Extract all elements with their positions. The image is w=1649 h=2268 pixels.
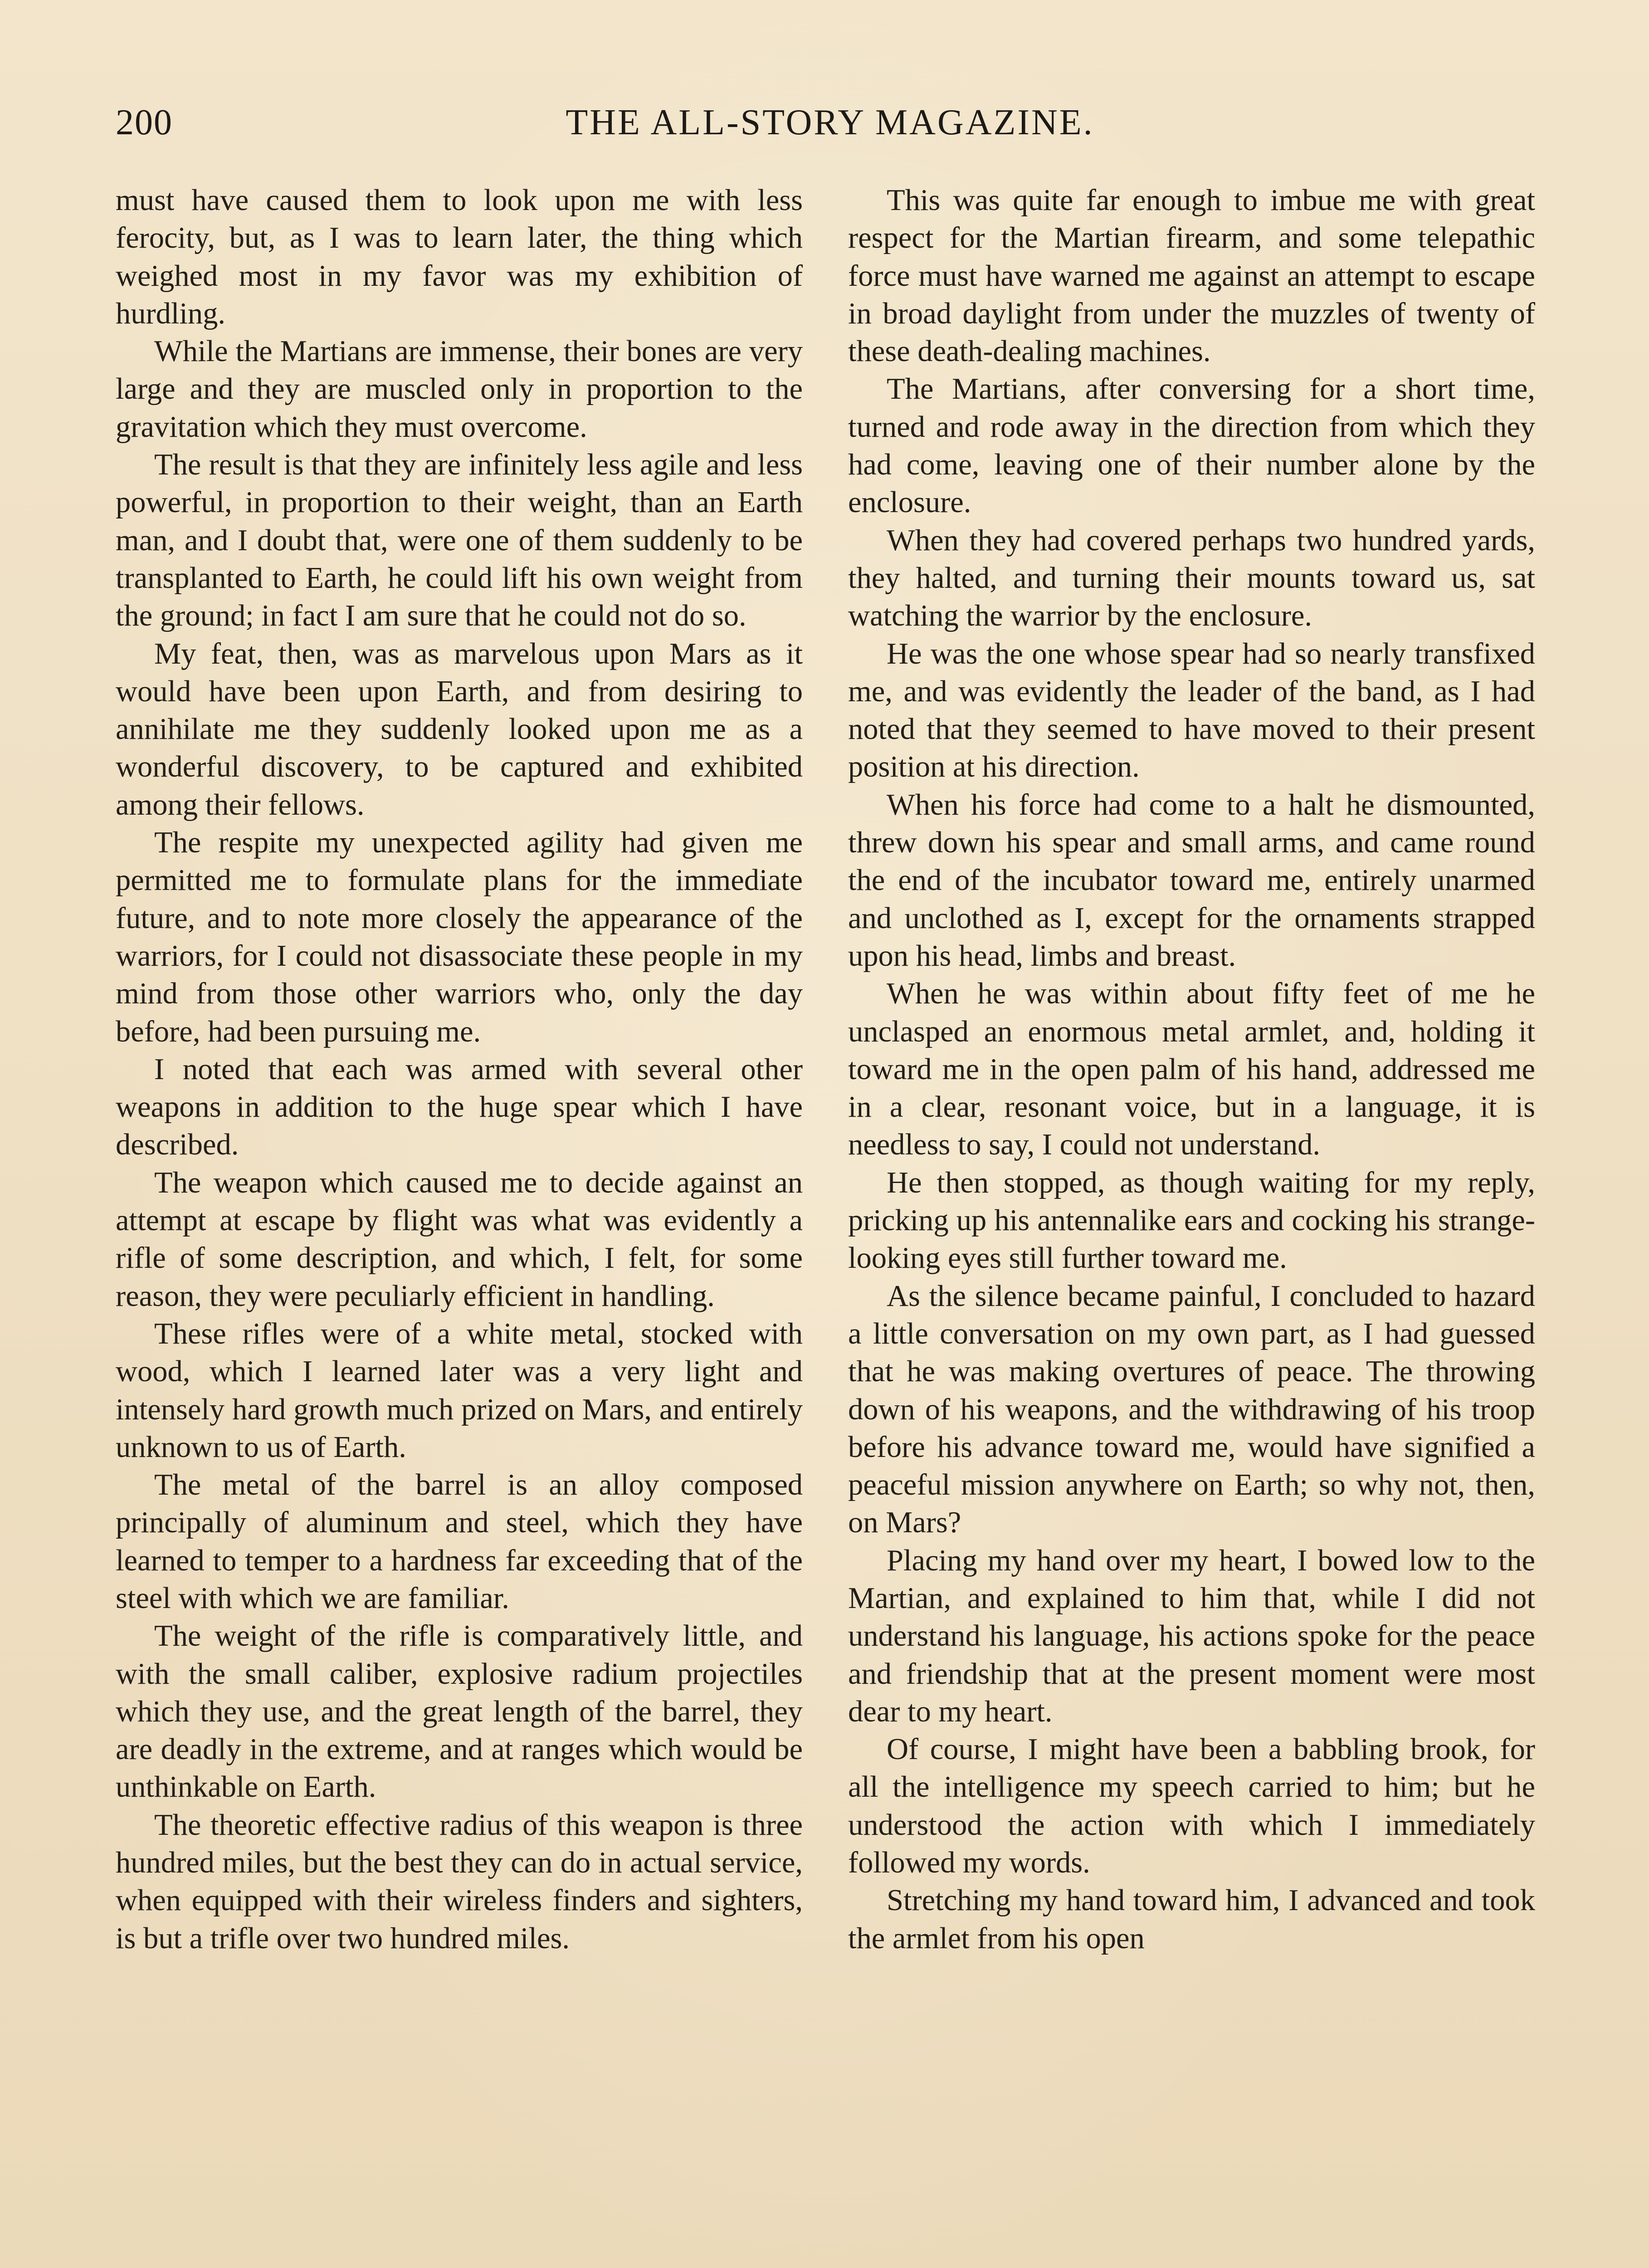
paragraph: He was the one whose spear had so nearly transfixed me, and was evidently the leader of the band, as I had noted that they seemed to have moved to their present position at his direction. — [848, 637, 1535, 784]
paragraph: Placing my hand over my heart, I bowed low to the Martian, and explained to him that, while I did not understand his language, his actions spoke for the peace and friendship that at the present moment were most dear to my heart. — [848, 1544, 1535, 1728]
paragraph: The metal of the barrel is an alloy composed principally of aluminum and steel, which they have learned to temper to a hardness far exceeding that of the steel with which we are familiar. — [116, 1468, 803, 1615]
paragraph: The weapon which caused me to decide against an attempt at escape by flight was what was evidently a rifle of some description, and which, I felt, for some reason, they were peculiarly efficient in handling. — [116, 1166, 803, 1313]
paragraph: When they had covered perhaps two hundred yards, they halted, and turning their mounts toward us, sat watching the warrior by the enclosure. — [848, 523, 1535, 633]
paragraph: The Martians, after conversing for a short time, turned and rode away in the direction from which they had come, leaving one of their number alone by the enclosure. — [848, 372, 1535, 519]
paragraph: The respite my unexpected agility had given me permitted me to formulate plans for the immediate future, and to note more closely the appearance of the warriors, for I could not disassociate these people in my mind from those other warriors who, only the day before, had been pursuing me. — [116, 826, 803, 1048]
paragraph: My feat, then, was as marvelous upon Mars as it would have been upon Earth, and from desiring to annihilate me they suddenly looked upon me as a wonderful discovery, to be captured and exhibited among their fellows. — [116, 637, 803, 821]
paragraph: When his force had come to a halt he dismounted, threw down his spear and small arms, and came round the end of the incubator toward me, entirely unarmed and unclothed as I, except for the ornaments strapped upon his head, limbs and breast. — [848, 788, 1535, 973]
right-column — [848, 181, 1535, 1957]
paragraph: This was quite far enough to imbue me with great respect for the Martian firearm, and some telepathic force must have warned me against an attempt to escape in broad daylight from under the muzzles of twenty of these death-dealing machines. — [848, 184, 1535, 368]
left-column — [116, 181, 803, 1957]
paragraph: These rifles were of a white metal, stocked with wood, which I learned later was a very light and intensely hard growth much prized on Mars, and entirely unknown to us of Earth. — [116, 1317, 803, 1464]
paragraph: The result is that they are infinitely less agile and less powerful, in proportion to their weight, than an Earth man, and I doubt that, were one of them suddenly to be transplanted to Earth, he could lift his own weight from the ground; in fact I am sure that he could not do so. — [116, 448, 803, 633]
paragraph: Stretching my hand toward him, I advanced and took the armlet from his open — [848, 1884, 1535, 1955]
paragraph: The weight of the rifle is comparatively little, and with the small caliber, explosive radium projectiles which they use, and the great length of the barrel, they are deadly in the extreme, and at ranges which would be unthinkable on Earth. — [116, 1619, 803, 1804]
paragraph: As the silence became painful, I concluded to hazard a little conversation on my own part, as I had guessed that he was making overtures of peace. The throwing down of his weapons, and the withdrawing of his troop before his advance toward me, would have signified a peaceful mission anywhere on Earth; so why not, then, on Mars? — [848, 1279, 1535, 1540]
paragraph: While the Martians are immense, their bones are very large and they are muscled only in proportion to the gravitation which they must overcome. — [116, 335, 803, 444]
paragraph: I noted that each was armed with several other weapons in addition to the huge spear which I have described. — [116, 1052, 803, 1162]
paragraph: The theoretic effective radius of this weapon is three hundred miles, but the best they can do in actual service, when equipped with their wireless finders and sighters, is but a trifle over two hundred miles. — [116, 1808, 803, 1955]
page-number: 200 — [116, 103, 173, 142]
paragraph: When he was within about fifty feet of me he unclasped an enormous metal armlet, and, holding it toward me in the open palm of his hand, addressed me in a clear, resonant voice, but in a language, it is needless to say, I could not understand. — [848, 977, 1535, 1162]
page-header — [116, 95, 1544, 150]
paragraph: must have caused them to look upon me with less ferocity, but, as I was to learn later, the thing which weighed most in my favor was my exhibition of hurdling. — [116, 184, 803, 330]
paragraph: Of course, I might have been a babbling brook, for all the intelligence my speech carried to him; but he understood the action with which I immediately followed my words. — [848, 1733, 1535, 1880]
running-title: THE ALL-STORY MAGAZINE. — [566, 103, 1094, 142]
paragraph: He then stopped, as though waiting for my reply, pricking up his antennalike ears and cocking his strange-looking eyes still further toward me. — [848, 1166, 1535, 1275]
